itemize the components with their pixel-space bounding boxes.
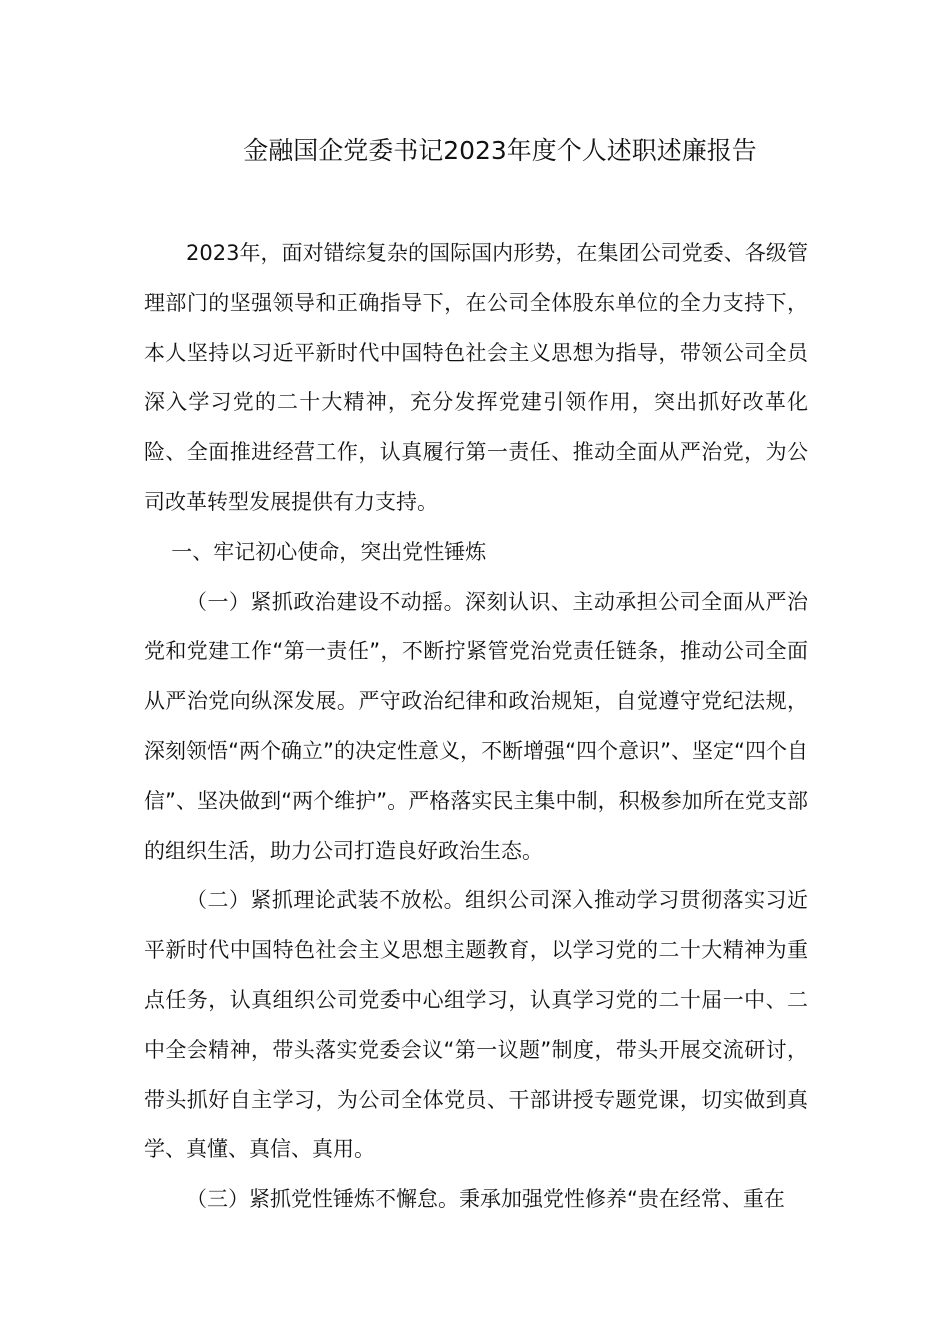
section-1-item-1-paragraph: （一）紧抓政治建设不动摇。深刻认识、主动承担公司全面从严治党和党建工作“第一责任”，不断拧紧管党治党责任链条，推动公司全面从严治党向纵深发展。严守政治纪律和政治规矩，自觉遵守党纪法规，深刻领悟“两个确立”的决定性意义，不断增强“四个意识”、坚定“四个自信”、坚决做到“两个维护”。严格落实民主集中制，积极参加所在党支部的组织生活，助力公司打造良好政治生态。 bbox=[144, 589, 808, 863]
intro-paragraph: 2023年，面对错综复杂的国际国内形势，在集团公司党委、各级管理部门的坚强领导和正确指导下，在公司全体股东单位的全力支持下，本人坚持以习近平新时代中国特色社会主义思想为指导，带领公司全员深入学习党的二十大精神，充分发挥党建引领作用，突出抓好改革化险、全面推进经营工作，认真履行第一责任、推动全面从严治党，为公司改革转型发展提供有力支持。 bbox=[144, 241, 808, 514]
document-title: 金融国企党委书记2023年度个人述职述廉报告 bbox=[243, 136, 757, 165]
document-body bbox=[144, 229, 808, 1225]
section-1-item-2-paragraph: （二）紧抓理论武装不放松。组织公司深入推动学习贯彻落实习近平新时代中国特色社会主义思想主题教育，以学习党的二十大精神为重点任务，认真组织公司党委中心组学习，认真学习党的二十届一中、二中全会精神，带头落实党委会议“第一议题”制度，带头开展交流研讨，带头抓好自主学习，为公司全体党员、干部讲授专题党课，切实做到真学、真懂、真信、真用。 bbox=[144, 888, 808, 1162]
section-1-heading: 一、牢记初心使命，突出党性锤炼 bbox=[171, 539, 487, 564]
section-1-item-3-paragraph: （三）紧抓党性锤炼不懈怠。秉承加强党性修养“贵在经常、重在 bbox=[186, 1187, 785, 1212]
